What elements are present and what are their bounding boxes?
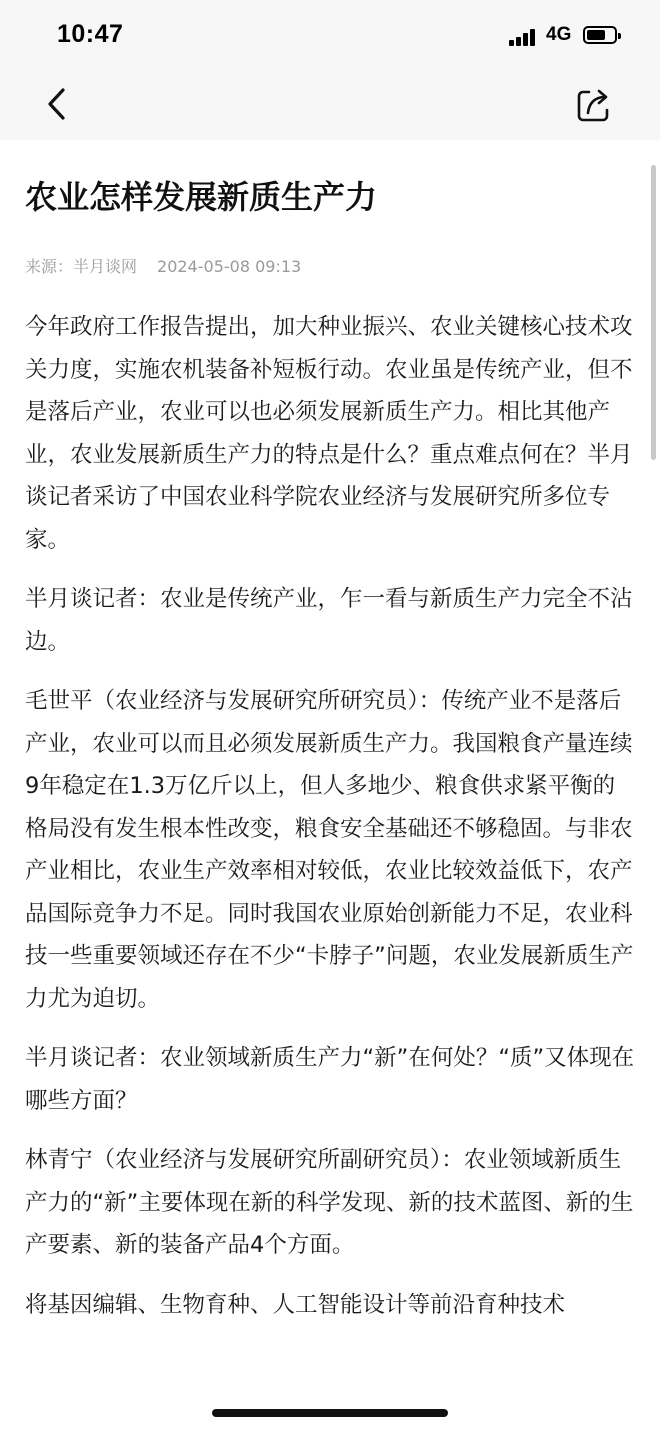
article-paragraph: 半月谈记者：农业领域新质生产力“新”在何处？“质”又体现在哪些方面？	[25, 1045, 635, 1114]
article-paragraph: 将基因编辑、生物育种、人工智能设计等前沿育种技术	[25, 1291, 566, 1318]
nav-bar	[0, 72, 660, 140]
article-paragraph: 毛世平（农业经济与发展研究所研究员）：传统产业不是落后产业，农业可以而且必须发展新质生产力。我国粮食产量连续9年稳定在1.3万亿斤以上，但人多地少、粮食供求紧平衡的格局没有发生根本性改变，粮食安全基础还不够稳固。与非农产业相比，农业生产效率相对较低，农业比较效益低下，农产品国际竞争力不足。同时我国农业原始创新能力不足，农业科技一些重要领域还存在不少“卡脖子”问题，农业发展新质生产力尤为迫切。	[25, 688, 634, 1012]
article	[25, 140, 637, 1326]
back-arrow-icon[interactable]	[38, 86, 78, 126]
article-meta	[25, 256, 637, 278]
status-bar	[0, 0, 660, 72]
article-paragraph: 半月谈记者：农业是传统产业，乍一看与新质生产力完全不沾边。	[25, 586, 633, 655]
article-title: 农业怎样发展新质生产力	[25, 178, 378, 216]
cellular-signal-icon	[509, 28, 537, 46]
battery-icon	[583, 26, 617, 44]
article-paragraph: 今年政府工作报告提出，加大种业振兴、农业关键核心技术攻关力度，实施农机装备补短板行动。农业虽是传统产业，但不是落后产业，农业可以也必须发展新质生产力。相比其他产业，农业发展新质生产力的特点是什么？重点难点何在？半月谈记者采访了中国农业科学院农业经济与发展研究所多位专家。	[25, 314, 633, 553]
article-paragraph: 林青宁（农业经济与发展研究所副研究员）：农业领域新质生产力的“新”主要体现在新的科学发现、新的技术蓝图、新的生产要素、新的装备产品4个方面。	[25, 1147, 634, 1258]
share-icon[interactable]	[574, 86, 614, 126]
home-indicator[interactable]	[212, 1409, 448, 1417]
network-type: 4G	[546, 24, 572, 45]
article-source: 来源：半月谈网	[25, 257, 138, 276]
article-date: 2024-05-08 09:13	[157, 257, 302, 276]
status-time: 10:47	[57, 20, 124, 48]
scrollbar[interactable]	[651, 165, 656, 460]
